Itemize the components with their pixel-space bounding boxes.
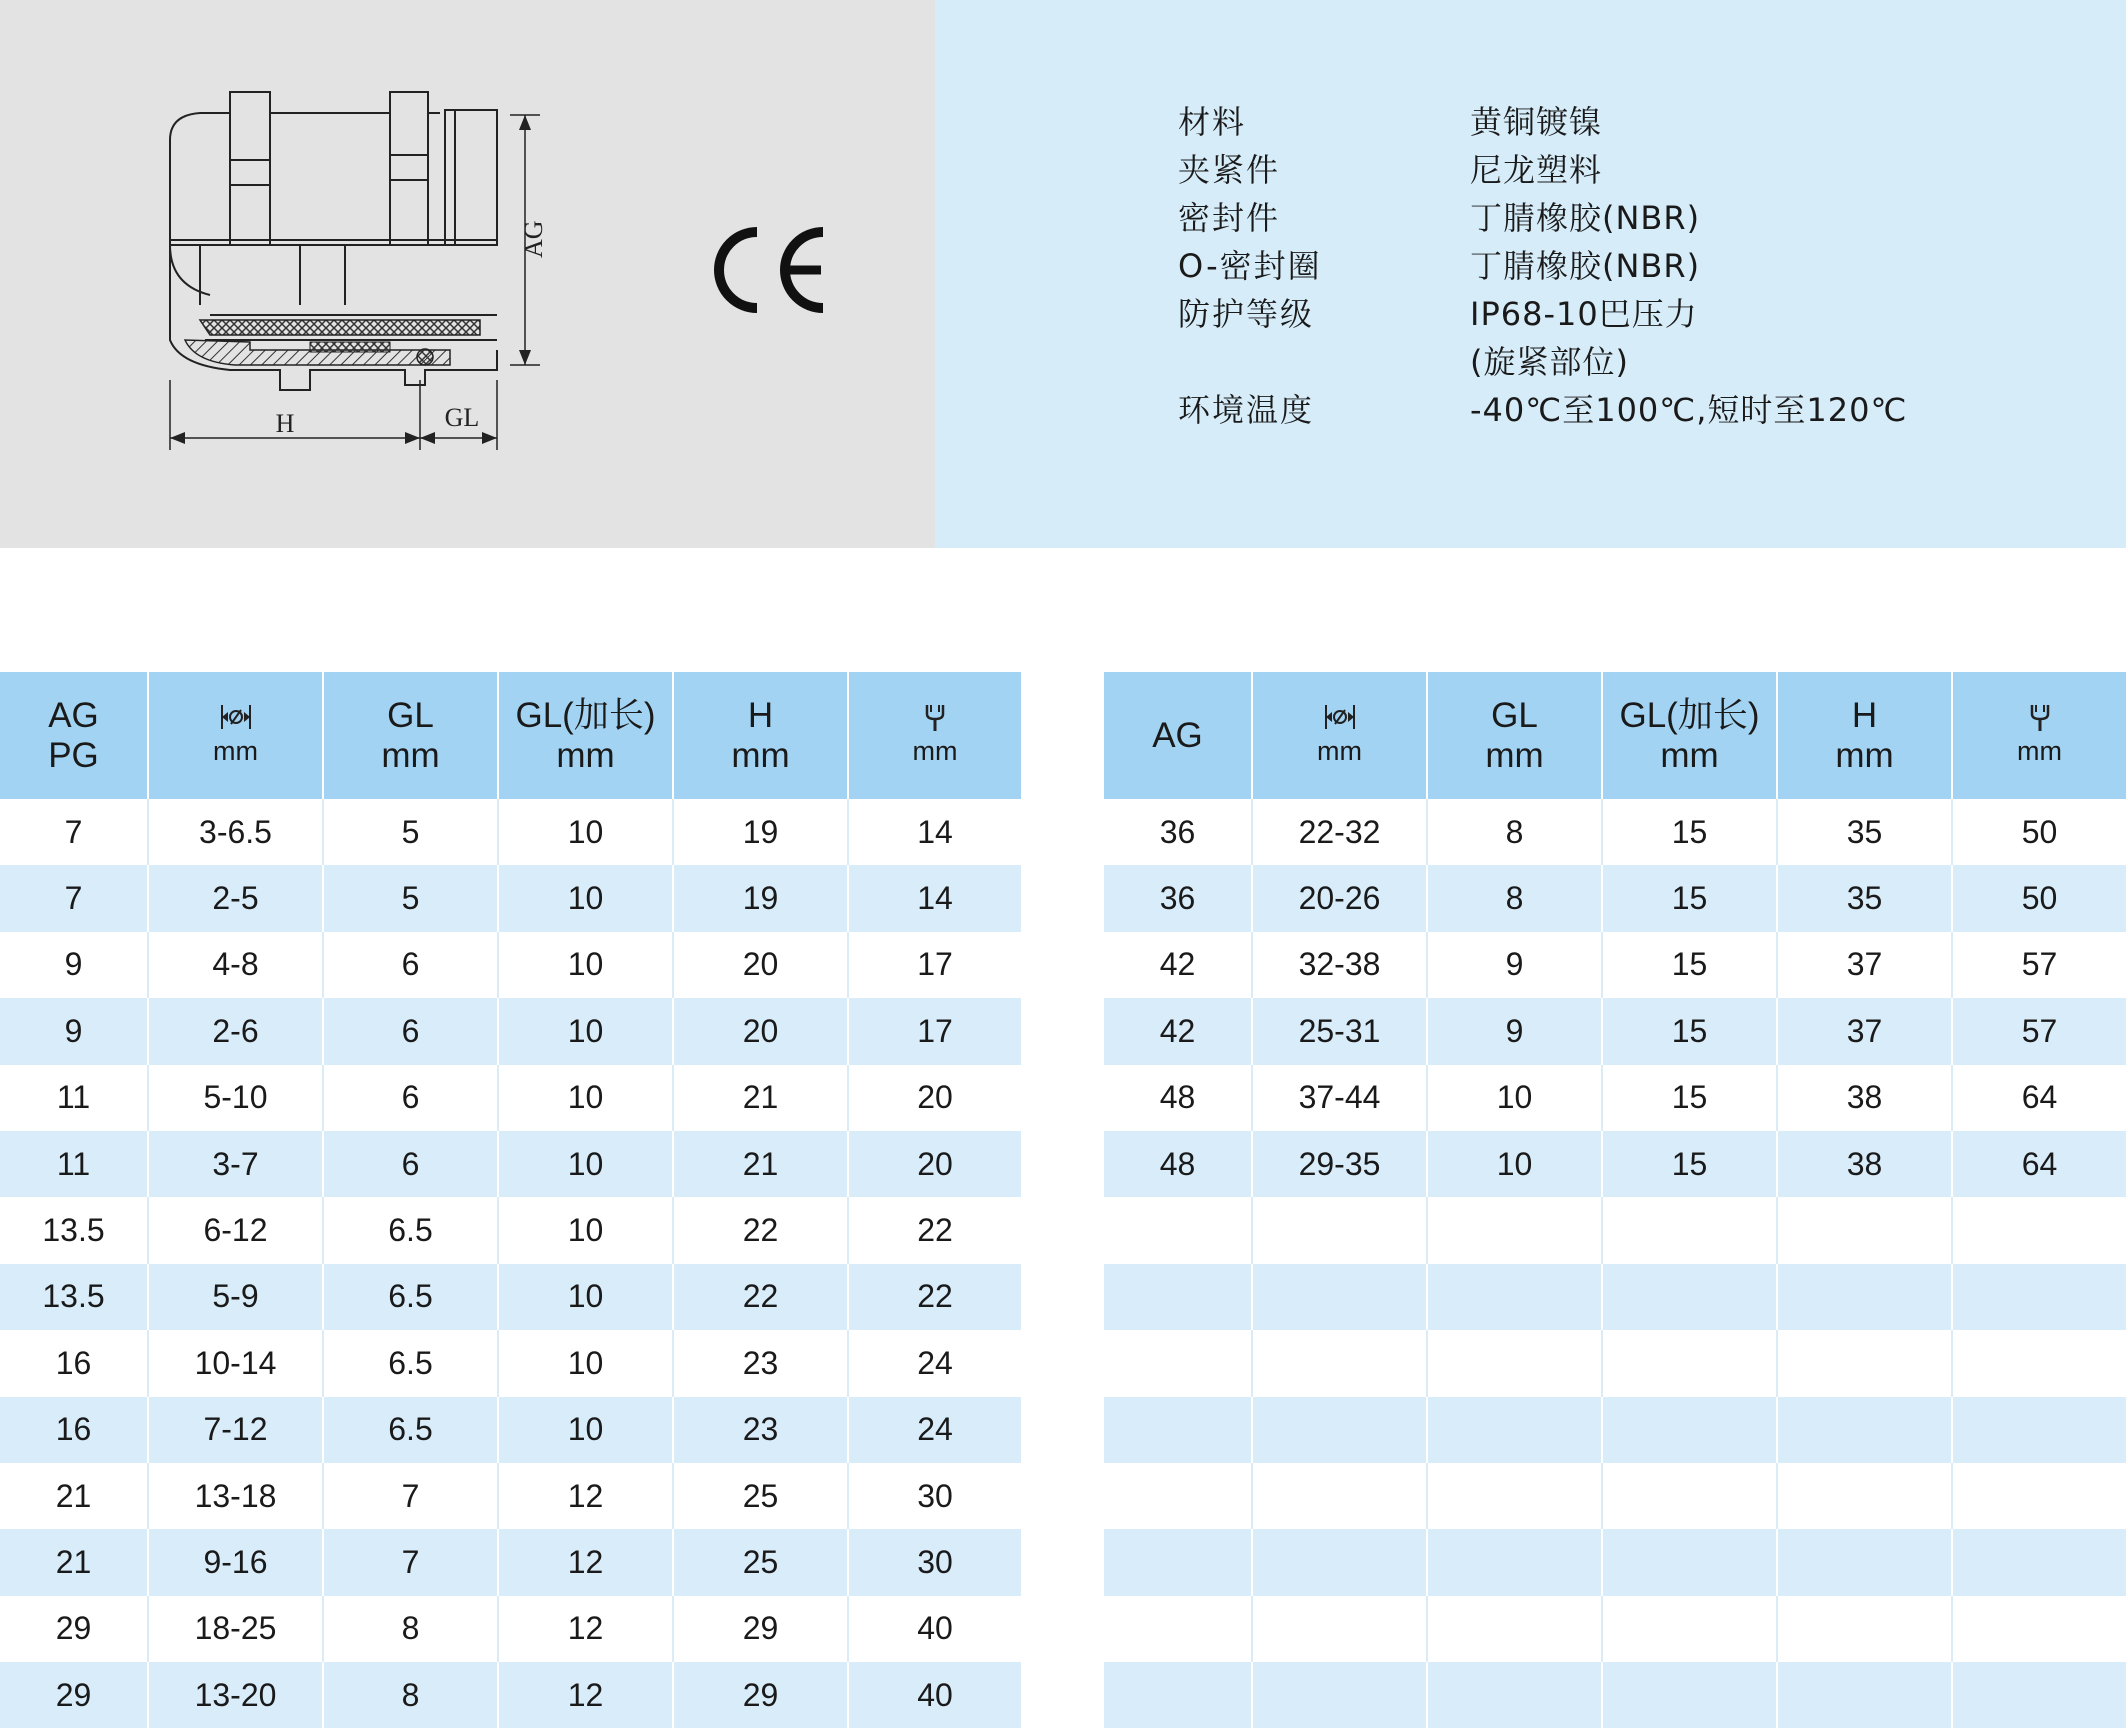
drawing-label-ag: AG (519, 220, 548, 258)
table-cell: 48 (1104, 1131, 1252, 1197)
table-row (1104, 1131, 2126, 1197)
table-cell: 7 (323, 1463, 498, 1529)
table-row (0, 1397, 1021, 1463)
table-cell: 20 (673, 932, 848, 998)
table-cell: 29 (0, 1596, 148, 1662)
table-cell: 8 (323, 1662, 498, 1728)
spec-key: 防护等级 (1178, 295, 1315, 333)
table-cell: 64 (1952, 1065, 2126, 1131)
table-cell (1952, 1662, 2126, 1728)
table-row (1104, 1662, 2126, 1728)
table-cell: 15 (1602, 865, 1777, 931)
table-cell: 8 (1427, 799, 1602, 865)
table-cell: 10 (498, 1264, 673, 1330)
table-cell (1602, 1662, 1777, 1728)
column-header-unit: mm (213, 735, 258, 766)
table-row (0, 1264, 1021, 1330)
spec-value: IP68-10巴压力 (1470, 295, 1698, 333)
table-cell: 5 (323, 865, 498, 931)
spec-key: 密封件 (1178, 199, 1281, 237)
table-row (0, 1065, 1021, 1131)
column-header (1104, 672, 1252, 799)
table-row (1104, 1264, 2126, 1330)
table-cell: 3-7 (148, 1131, 323, 1197)
table-cell: 6 (323, 1131, 498, 1197)
table-cell: 24 (848, 1330, 1021, 1396)
table-cell: 42 (1104, 998, 1252, 1064)
table-cell (1104, 1463, 1252, 1529)
drawing-panel (0, 0, 935, 548)
table-cell (1252, 1330, 1427, 1396)
column-header-label: GL (387, 695, 434, 735)
table-cell: 57 (1952, 932, 2126, 998)
spec-key: O-密封圈 (1178, 247, 1322, 285)
column-header-label: H (1851, 695, 1878, 735)
table-cell (1777, 1662, 1952, 1728)
table-cell: 29 (673, 1662, 848, 1728)
table-cell: 15 (1602, 1065, 1777, 1131)
table-cell: 17 (848, 998, 1021, 1064)
table-cell: 6 (323, 932, 498, 998)
table-cell: 10-14 (148, 1330, 323, 1396)
table-cell: 22 (673, 1197, 848, 1263)
table-cell: 2-6 (148, 998, 323, 1064)
table-cell (1427, 1463, 1602, 1529)
column-header-label: AG (1152, 715, 1203, 755)
table-cell (1252, 1197, 1427, 1263)
column-header (848, 672, 1021, 799)
table-cell: 13-20 (148, 1662, 323, 1728)
table-cell: 12 (498, 1596, 673, 1662)
wrench-icon (2023, 701, 2057, 731)
column-header-unit: mm (1835, 735, 1894, 775)
cable-diameter-icon (1323, 701, 1357, 731)
table-row (1104, 1529, 2126, 1595)
table-cell: 25-31 (1252, 998, 1427, 1064)
table-cell: 37 (1777, 998, 1952, 1064)
table-cell: 25 (673, 1529, 848, 1595)
table-cell: 22 (848, 1197, 1021, 1263)
cable-diameter-icon (219, 701, 253, 731)
table-cell: 10 (498, 1330, 673, 1396)
table-cell: 20 (848, 1065, 1021, 1131)
table-cell: 10 (498, 799, 673, 865)
table-cell: 32-38 (1252, 932, 1427, 998)
table-row (0, 1330, 1021, 1396)
table-cell: 10 (1427, 1131, 1602, 1197)
table-cell: 37 (1777, 932, 1952, 998)
table-row (1104, 1596, 2126, 1662)
spec-key: 材料 (1178, 103, 1247, 141)
table-cell (1427, 1264, 1602, 1330)
table-cell (1602, 1197, 1777, 1263)
table-cell (1104, 1330, 1252, 1396)
ce-mark-icon (705, 220, 830, 320)
table-row (0, 1131, 1021, 1197)
column-header (323, 672, 498, 799)
table-cell: 7-12 (148, 1397, 323, 1463)
column-header (1602, 672, 1777, 799)
table-cell (1427, 1397, 1602, 1463)
table-cell: 20-26 (1252, 865, 1427, 931)
table-cell: 42 (1104, 932, 1252, 998)
table-cell: 64 (1952, 1131, 2126, 1197)
column-header (673, 672, 848, 799)
table-cell: 50 (1952, 799, 2126, 865)
spec-value: 丁腈橡胶(NBR) (1470, 199, 1701, 237)
table-row (0, 799, 1021, 865)
table-row (1104, 799, 2126, 865)
table-cell: 12 (498, 1662, 673, 1728)
table-cell: 23 (673, 1397, 848, 1463)
spec-value: 黄铜镀镍 (1470, 103, 1603, 141)
table-cell: 36 (1104, 799, 1252, 865)
table-cell: 5 (323, 799, 498, 865)
table-cell (1777, 1330, 1952, 1396)
table-row (0, 865, 1021, 931)
table-cell (1777, 1264, 1952, 1330)
table-cell: 17 (848, 932, 1021, 998)
spec-key: 夹紧件 (1178, 151, 1281, 189)
table-cell: 10 (498, 1397, 673, 1463)
table-cell: 29 (0, 1662, 148, 1728)
table-row (1104, 932, 2126, 998)
column-header-unit: mm (2017, 735, 2062, 766)
table-cell: 16 (0, 1397, 148, 1463)
table-cell: 13.5 (0, 1264, 148, 1330)
table-cell: 6 (323, 1065, 498, 1131)
table-cell (1104, 1529, 1252, 1595)
spec-value: 尼龙塑料 (1470, 151, 1603, 189)
table-row (0, 1197, 1021, 1263)
table-cell: 23 (673, 1330, 848, 1396)
table-cell: 5-9 (148, 1264, 323, 1330)
table-cell: 15 (1602, 932, 1777, 998)
table-cell: 7 (323, 1529, 498, 1595)
table-cell: 21 (673, 1065, 848, 1131)
spec-key: 环境温度 (1178, 391, 1315, 429)
table-cell: 57 (1952, 998, 2126, 1064)
spec-value: (旋紧部位) (1470, 343, 1629, 381)
table-row (1104, 865, 2126, 931)
table-cell: 9 (0, 932, 148, 998)
drawing-label-gl: GL (444, 403, 480, 432)
column-header-unit: mm (556, 735, 615, 775)
table-cell: 35 (1777, 799, 1952, 865)
table-cell (1602, 1529, 1777, 1595)
table-cell: 11 (0, 1131, 148, 1197)
column-header-unit: mm (912, 735, 958, 766)
table-cell (1952, 1197, 2126, 1263)
table-cell: 37-44 (1252, 1065, 1427, 1131)
table-cell: 14 (848, 799, 1021, 865)
column-header-unit: mm (1485, 735, 1544, 775)
column-header (1427, 672, 1602, 799)
column-header-unit: mm (731, 735, 790, 775)
table-cell: 21 (673, 1131, 848, 1197)
wrench-icon (918, 701, 952, 731)
table-cell (1427, 1330, 1602, 1396)
table-cell (1104, 1264, 1252, 1330)
table-cell: 35 (1777, 865, 1952, 931)
table-cell: 38 (1777, 1131, 1952, 1197)
table-cell (1252, 1264, 1427, 1330)
table-row (1104, 998, 2126, 1064)
table-cell: 15 (1602, 1131, 1777, 1197)
table-cell: 6.5 (323, 1330, 498, 1396)
column-header (498, 672, 673, 799)
table-cell (1252, 1463, 1427, 1529)
table-cell: 25 (673, 1463, 848, 1529)
table-cell: 10 (498, 865, 673, 931)
table-cell (1602, 1330, 1777, 1396)
table-row (0, 1529, 1021, 1595)
table-cell: 20 (673, 998, 848, 1064)
table-cell: 38 (1777, 1065, 1952, 1131)
table-cell: 3-6.5 (148, 799, 323, 865)
table-cell: 30 (848, 1463, 1021, 1529)
table-cell: 18-25 (148, 1596, 323, 1662)
table-cell: 30 (848, 1529, 1021, 1595)
cable-gland-drawing (150, 80, 610, 460)
table-row (1104, 1330, 2126, 1396)
table-cell: 19 (673, 799, 848, 865)
table-cell: 8 (1427, 865, 1602, 931)
table-cell: 13-18 (148, 1463, 323, 1529)
table-cell: 48 (1104, 1065, 1252, 1131)
table-cell: 9 (0, 998, 148, 1064)
table-cell: 16 (0, 1330, 148, 1396)
table-cell: 29-35 (1252, 1131, 1427, 1197)
column-header-unit: PG (48, 735, 99, 775)
column-header-label: GL(加长) (1619, 695, 1760, 735)
table-cell: 10 (498, 1131, 673, 1197)
column-header (1252, 672, 1427, 799)
table-cell (1602, 1397, 1777, 1463)
table-cell (1252, 1596, 1427, 1662)
table-row (0, 998, 1021, 1064)
column-header-unit: mm (1317, 735, 1362, 766)
column-header-label: AG (48, 695, 99, 735)
column-header-unit: mm (1660, 735, 1719, 775)
table-cell: 13.5 (0, 1197, 148, 1263)
table-cell (1427, 1529, 1602, 1595)
table-cell: 50 (1952, 865, 2126, 931)
table-cell: 22 (848, 1264, 1021, 1330)
table-cell (1427, 1197, 1602, 1263)
table-cell (1602, 1264, 1777, 1330)
table-cell: 15 (1602, 799, 1777, 865)
table-cell: 10 (498, 1065, 673, 1131)
table-cell (1104, 1397, 1252, 1463)
table-cell (1777, 1197, 1952, 1263)
table-cell (1952, 1330, 2126, 1396)
table-cell: 21 (0, 1463, 148, 1529)
table-cell: 36 (1104, 865, 1252, 931)
table-cell: 4-8 (148, 932, 323, 998)
table-cell: 12 (498, 1529, 673, 1595)
table-cell: 5-10 (148, 1065, 323, 1131)
table-cell: 24 (848, 1397, 1021, 1463)
table-cell (1777, 1596, 1952, 1662)
column-header-label: GL(加长) (515, 695, 656, 735)
table-cell (1252, 1397, 1427, 1463)
column-header-label: GL (1491, 695, 1538, 735)
table-cell (1777, 1463, 1952, 1529)
table-row (1104, 1197, 2126, 1263)
column-header (148, 672, 323, 799)
table-cell: 6 (323, 998, 498, 1064)
dimension-table-right (1104, 672, 2126, 1728)
table-cell: 10 (498, 1197, 673, 1263)
table-header-row (1104, 672, 2126, 799)
column-header-unit: mm (381, 735, 440, 775)
table-cell: 10 (498, 998, 673, 1064)
table-row (0, 932, 1021, 998)
table-cell: 10 (498, 932, 673, 998)
table-cell: 6.5 (323, 1197, 498, 1263)
table-cell: 20 (848, 1131, 1021, 1197)
table-cell (1104, 1662, 1252, 1728)
table-row (0, 1596, 1021, 1662)
table-cell (1952, 1529, 2126, 1595)
drawing-label-h: H (275, 409, 295, 438)
table-cell: 14 (848, 865, 1021, 931)
table-cell (1777, 1397, 1952, 1463)
table-cell (1427, 1596, 1602, 1662)
table-cell (1252, 1662, 1427, 1728)
table-row (0, 1463, 1021, 1529)
table-cell: 40 (848, 1662, 1021, 1728)
table-cell: 6-12 (148, 1197, 323, 1263)
table-cell: 2-5 (148, 865, 323, 931)
spec-value: 丁腈橡胶(NBR) (1470, 247, 1701, 285)
table-cell: 7 (0, 865, 148, 931)
table-cell: 9-16 (148, 1529, 323, 1595)
table-cell: 22 (673, 1264, 848, 1330)
table-row (1104, 1397, 2126, 1463)
table-cell: 19 (673, 865, 848, 931)
table-cell: 6.5 (323, 1397, 498, 1463)
table-cell (1104, 1596, 1252, 1662)
table-row (1104, 1065, 2126, 1131)
column-header-label: H (747, 695, 774, 735)
table-cell (1427, 1662, 1602, 1728)
table-cell: 29 (673, 1596, 848, 1662)
table-cell (1602, 1596, 1777, 1662)
dimension-table-left (0, 672, 1021, 1728)
table-cell (1104, 1197, 1252, 1263)
table-cell: 6.5 (323, 1264, 498, 1330)
table-cell: 9 (1427, 998, 1602, 1064)
table-cell: 8 (323, 1596, 498, 1662)
column-header (1777, 672, 1952, 799)
table-cell (1952, 1264, 2126, 1330)
column-header (1952, 672, 2126, 799)
table-row (1104, 1463, 2126, 1529)
table-cell (1952, 1463, 2126, 1529)
table-cell (1602, 1463, 1777, 1529)
table-cell: 22-32 (1252, 799, 1427, 865)
table-cell: 11 (0, 1065, 148, 1131)
table-cell (1252, 1529, 1427, 1595)
table-cell: 15 (1602, 998, 1777, 1064)
table-cell: 40 (848, 1596, 1021, 1662)
table-cell (1952, 1596, 2126, 1662)
table-cell (1777, 1529, 1952, 1595)
spec-value: -40℃至100℃,短时至120℃ (1470, 391, 1908, 429)
table-cell: 10 (1427, 1065, 1602, 1131)
table-cell: 12 (498, 1463, 673, 1529)
table-cell: 7 (0, 799, 148, 865)
table-row (0, 1662, 1021, 1728)
table-cell (1952, 1397, 2126, 1463)
table-header-row (0, 672, 1021, 799)
table-cell: 9 (1427, 932, 1602, 998)
column-header (0, 672, 148, 799)
table-cell: 21 (0, 1529, 148, 1595)
